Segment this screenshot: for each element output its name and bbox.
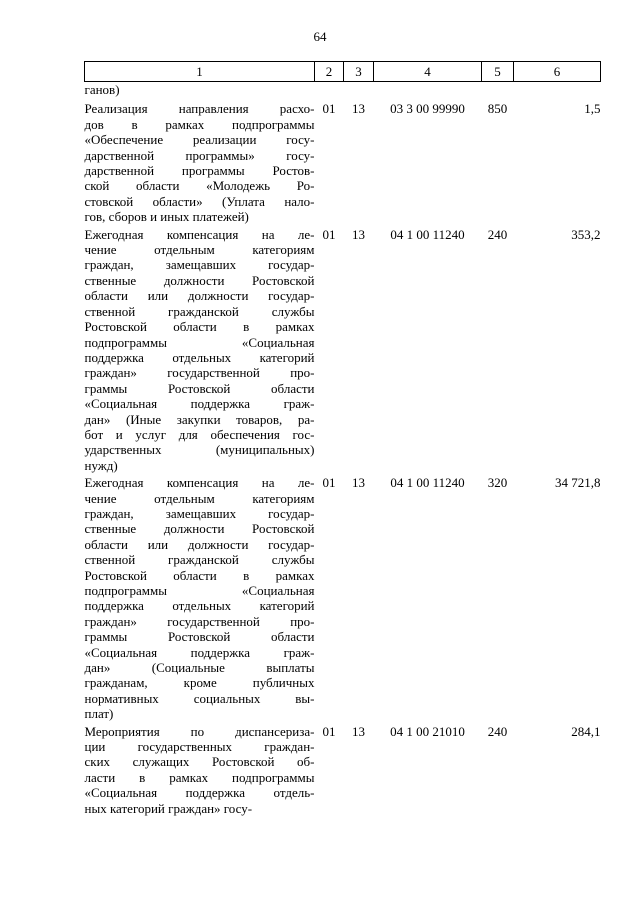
description-line: нормативных социальных вы- xyxy=(84,690,315,706)
table-row xyxy=(85,227,601,476)
description-line: «Обеспечение реализации госу- xyxy=(84,132,315,148)
description-line: дан» (Иные закупки товаров, ра- xyxy=(84,411,315,427)
description-line: ударственных (муниципальных) xyxy=(84,442,315,458)
row-description xyxy=(85,724,315,818)
description-line: нужд) xyxy=(84,457,118,473)
description-line: бот и услуг для обеспечения гос- xyxy=(84,426,315,442)
column-header-5: 5 xyxy=(482,62,514,82)
row-target-article-code: 04 1 00 11240 xyxy=(390,226,465,242)
description-line: чение отдельным категориям xyxy=(84,490,315,506)
description-line: ственной гражданской службы xyxy=(84,552,315,568)
description-line: Ежегодная компенсация на ле- xyxy=(84,226,315,242)
description-line: ственные должности Ростовской xyxy=(84,272,315,288)
row-target-article-code: 04 1 00 11240 xyxy=(390,475,465,491)
description-line: граммы Ростовской области xyxy=(84,629,315,645)
table-row xyxy=(85,475,601,724)
row-subsection-code: 13 xyxy=(352,475,365,491)
description-line: дов в рамках подпрограммы xyxy=(84,116,315,132)
row-subsection-code: 13 xyxy=(352,723,365,739)
row-expense-type-code: 240 xyxy=(487,723,508,739)
description-line: «Социальная поддержка отдель- xyxy=(84,785,315,801)
description-line: гражданам, кроме публичных xyxy=(84,675,315,691)
description-line: чение отдельным категориям xyxy=(84,242,315,258)
row-amount: 1,5 xyxy=(584,101,601,117)
row-subsection-code: 13 xyxy=(352,101,365,117)
row-section-code: 01 xyxy=(322,475,336,491)
table-row xyxy=(85,724,601,818)
description-line: граждан» государственной про- xyxy=(84,365,315,381)
continuation-row xyxy=(85,82,601,102)
description-line: поддержка отдельных категорий xyxy=(84,349,315,365)
description-line: Мероприятия по диспансериза- xyxy=(84,723,315,739)
row-amount: 353,2 xyxy=(571,226,601,242)
description-line: дарственной программы Ростов- xyxy=(84,163,315,179)
description-line: подпрограммы «Социальная xyxy=(84,334,315,350)
column-header-1: 1 xyxy=(85,62,315,82)
row-expense-type-code: 320 xyxy=(487,475,508,491)
row-target-article-code: 04 1 00 21010 xyxy=(390,723,465,739)
description-line: дан» (Социальные выплаты xyxy=(84,660,315,676)
description-line: «Социальная поддержка граж- xyxy=(84,396,315,412)
description-line: области или должности государ- xyxy=(84,288,315,304)
description-line: Реализация направления расхо- xyxy=(84,101,315,117)
description-line: Ростовской области в рамках xyxy=(84,567,315,583)
description-line: ственные должности Ростовской xyxy=(84,521,315,537)
table-row xyxy=(85,101,601,226)
row-expense-type-code: 240 xyxy=(487,226,508,242)
description-line: ских служащих Ростовской об- xyxy=(84,754,315,770)
column-header-3: 3 xyxy=(344,62,374,82)
description-line: ласти в рамках подпрограммы xyxy=(84,769,315,785)
budget-table xyxy=(84,61,601,818)
description-line: подпрограммы «Социальная xyxy=(84,583,315,598)
description-line: гов, сборов и иных платежей) xyxy=(84,209,249,225)
row-section-code: 01 xyxy=(322,226,336,242)
description-line: поддержка отдельных категорий xyxy=(84,598,315,614)
row-description xyxy=(85,227,315,476)
row-target-article-code: 03 3 00 99990 xyxy=(390,101,465,117)
description-line: ской области «Молодежь Ро- xyxy=(84,178,315,194)
table-header-row xyxy=(85,62,601,82)
column-header-2: 2 xyxy=(315,62,344,82)
column-header-4: 4 xyxy=(374,62,482,82)
description-line: ных категорий граждан» госу- xyxy=(84,800,253,816)
column-header-6: 6 xyxy=(514,62,601,82)
description-line: плат) xyxy=(84,706,114,722)
row-amount: 34 721,8 xyxy=(555,475,601,491)
description-line: стовской области» (Уплата нало- xyxy=(84,193,315,209)
row-section-code: 01 xyxy=(322,723,336,739)
page-number: 64 xyxy=(313,29,327,44)
description-line: Ежегодная компенсация на ле- xyxy=(84,475,315,491)
row-section-code: 01 xyxy=(322,101,336,117)
description-line: дарственной программы» госу- xyxy=(84,147,315,163)
row-subsection-code: 13 xyxy=(352,226,365,242)
description-line: ции государственных граждан- xyxy=(84,739,315,755)
row-description xyxy=(85,475,315,724)
description-line: граждан, замещавших государ- xyxy=(84,257,315,273)
description-line: граждан, замещавших государ- xyxy=(84,505,315,521)
description-line: граждан» государственной про- xyxy=(84,613,315,629)
description-line: Ростовской области в рамках xyxy=(84,319,315,335)
row-amount: 284,1 xyxy=(571,723,601,739)
description-line: области или должности государ- xyxy=(84,536,315,552)
description-line: ственной гражданской службы xyxy=(84,303,315,319)
row-description xyxy=(85,101,315,226)
row-expense-type-code: 850 xyxy=(487,101,508,117)
continuation-text: ганов) xyxy=(84,82,120,97)
description-line: граммы Ростовской области xyxy=(84,380,315,396)
description-line: «Социальная поддержка граж- xyxy=(84,644,315,660)
